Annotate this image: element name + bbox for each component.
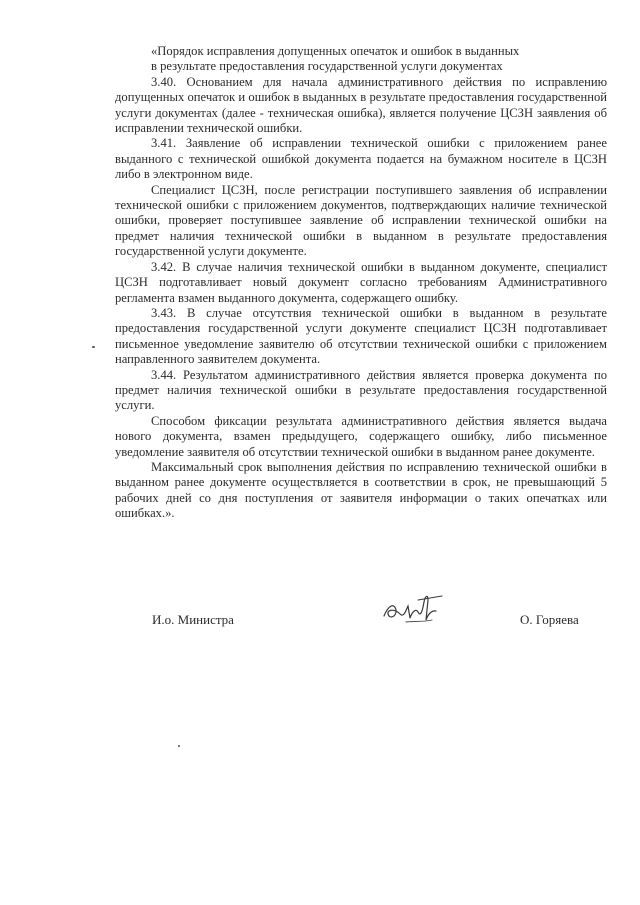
- document-body: [115, 44, 607, 522]
- paragraph-3-41: 3.41. Заявление об исправлении технической ошибки с приложением ранее выданного с технической ошибкой документа подается на бумажном носителе в ЦСЗН либо в электронном виде.: [115, 136, 607, 182]
- paragraph-3-43: 3.43. В случае отсутствия технической ошибки в выданном в результате предоставления государственной услуги документе специалист ЦСЗН подготавливает письменное уведомление заявителю об отсутствии технической ошибки с приложением направленного заявителем документа.: [115, 305, 607, 367]
- scan-speck: [92, 346, 95, 348]
- paragraph-specialist-check: Специалист ЦСЗН, после регистрации поступившего заявления об исправлении технической ошибки с приложением документов, подтверждающих наличие технической ошибки, проверяет поступившее заявление об исправлении технической ошибки на предмет наличия технической ошибки в выданном в результате предоставления государственной услуги документе.: [115, 182, 607, 259]
- signatory-name: О. Горяева: [520, 612, 579, 627]
- paragraph-3-40: 3.40. Основанием для начала административного действия по исправлению допущенных опечаток и ошибок в выданных в результате предоставления государственной услуги документах (далее - техническая ошибка), является получение ЦСЗН заявления об исправлении технической ошибки.: [115, 74, 607, 136]
- scan-speck: [178, 745, 180, 747]
- signatory-position: И.о. Министра: [152, 612, 234, 627]
- handwritten-signature-icon: [378, 584, 448, 632]
- paragraph-3-42: 3.42. В случае наличия технической ошибки в выданном документе, специалист ЦСЗН подготавливает новый документ согласно требованиям Административного регламента взамен выданного документа, содержащего ошибку.: [115, 259, 607, 305]
- paragraph-max-term: Максимальный срок выполнения действия по исправлению технической ошибки в выданном ранее документе осуществляется в соответствии в срок, не превышающий 5 рабочих дней со дня поступления от заявителя информации о таких опечатках или ошибках.».: [115, 459, 607, 521]
- signature-row: [0, 598, 640, 638]
- section-heading-line-2: в результате предоставления государственной услуги документах: [151, 59, 503, 74]
- section-heading-line-1: «Порядок исправления допущенных опечаток и ошибок в выданных: [151, 44, 520, 58]
- paragraph-3-44: 3.44. Результатом административного действия является проверка документа по предмет наличия технической ошибки в результате предоставления государственной услуги.: [115, 367, 607, 413]
- paragraph-fixation-method: Способом фиксации результата административного действия является выдача нового документа, взамен предыдущего, содержащего ошибку, либо письменное уведомление заявителя об отсутствии технической ошибки в выданном ранее документе.: [115, 413, 607, 459]
